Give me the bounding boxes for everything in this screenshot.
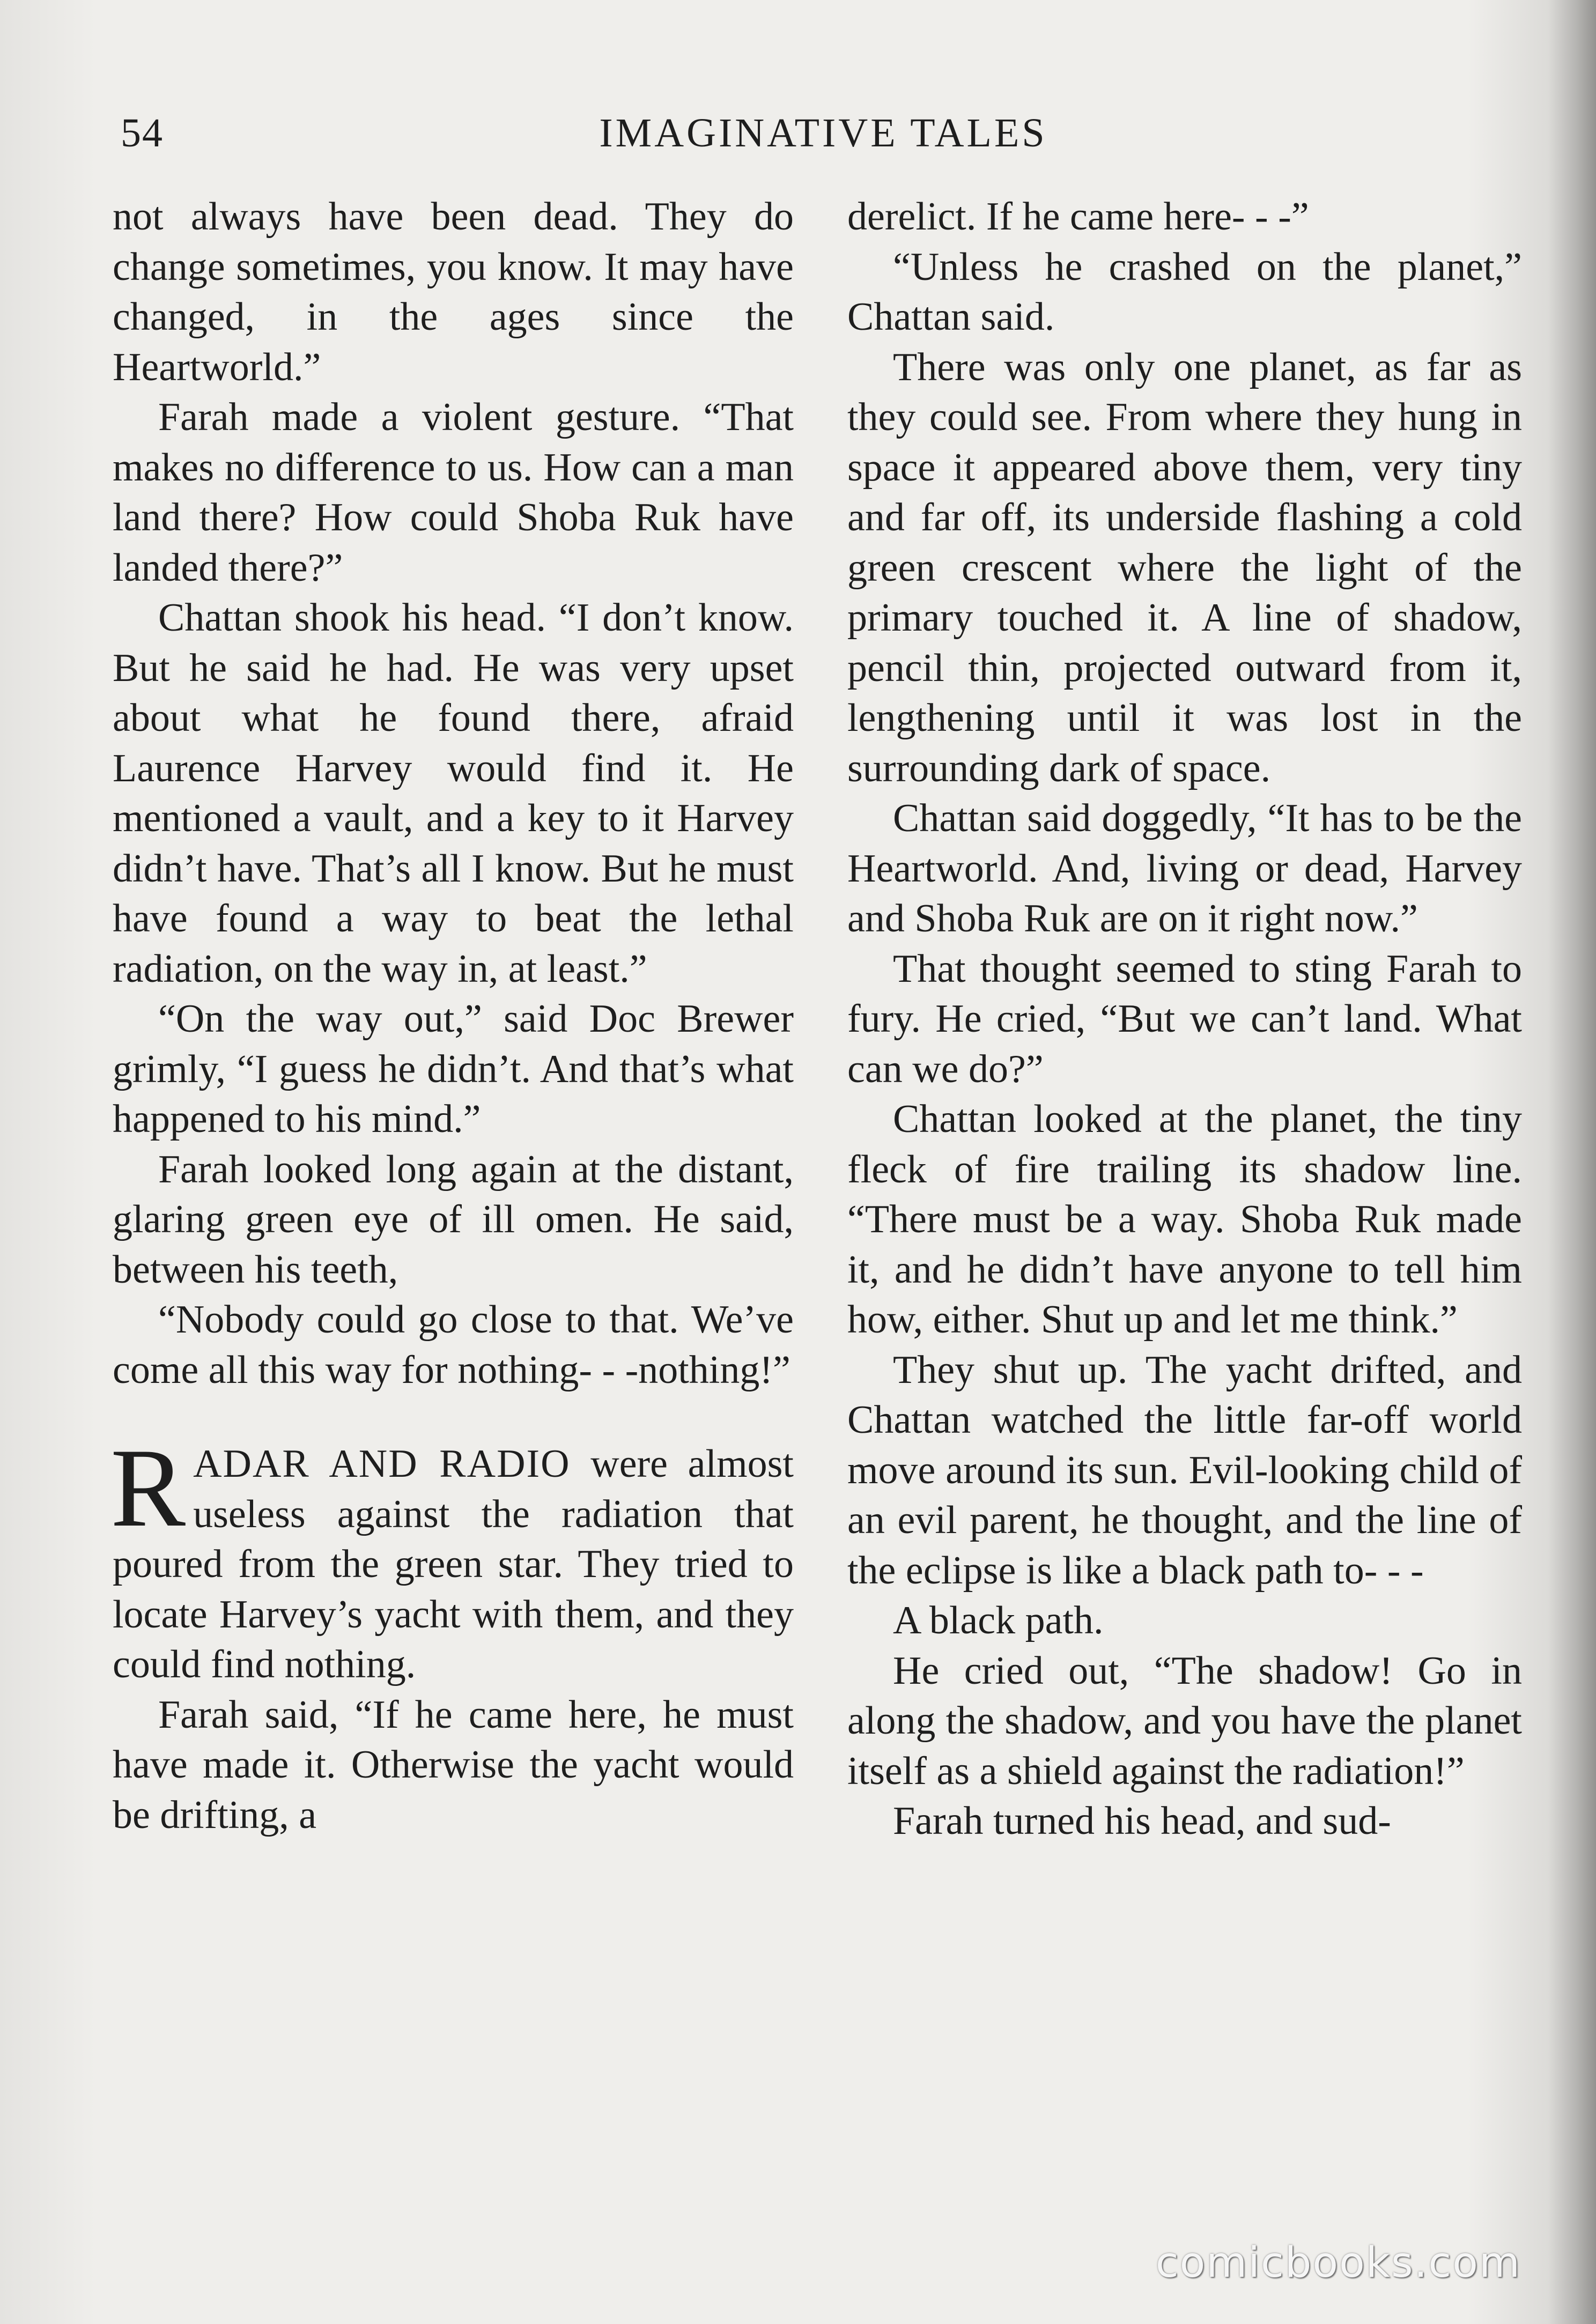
paragraph: Farah turned his head, and sud- — [893, 1799, 1391, 1843]
left-column — [110, 192, 794, 1840]
paragraph: Farah looked long again at the distant, glaring green eye of ill omen. He said, between his teeth, — [113, 1147, 794, 1292]
section-opening-text: were almost useless against the radiation that poured from the green star. They tried to locate Harvey’s yacht with them, and they could find nothing. — [113, 1442, 794, 1686]
paragraph: not always have been dead. They do change sometimes, you know. It may have changed, in the ages since the Heartworld.” — [113, 195, 794, 389]
paragraph: He cried out, “The shadow! Go in along the shadow, and you have the planet itself as a shield against the radiation!” — [847, 1648, 1522, 1793]
paragraph: There was only one planet, as far as they could see. From where they hung in space it appeared above them, very tiny and far off, its underside flashing a cold green crescent where the light of the primary touched it. A line of shadow, pencil thin, projected outward from it, lengthening until it was lost in the surrounding dark of space. — [847, 345, 1522, 790]
running-title: IMAGINATIVE TALES — [599, 110, 1047, 156]
paragraph: That thought seemed to sting Farah to fury. He cried, “But we can’t land. What can we do?” — [847, 946, 1522, 1091]
page-number: 54 — [121, 110, 164, 156]
section-opening-paragraph — [110, 1426, 794, 1690]
paragraph: Farah said, “If he came here, he must have made it. Otherwise the yacht would be drifting, a — [113, 1692, 794, 1837]
page-edge-shadow — [1548, 0, 1596, 2324]
paragraph: Chattan said doggedly, “It has to be the Heartworld. And, living or dead, Harvey and Shoba Ruk are on it right now.” — [847, 796, 1522, 941]
paragraph: A black path. — [893, 1598, 1104, 1642]
section-lead-in: ADAR AND RADIO — [193, 1442, 571, 1486]
paragraph: Chattan looked at the planet, the tiny fleck of fire trailing its shadow line. “There must be a way. Shoba Ruk made it, and he didn’t have anyone to tell him how, either. Shut up and let me think.” — [847, 1097, 1522, 1342]
right-column — [847, 192, 1522, 1847]
paragraph: derelict. If he came here- - -” — [847, 195, 1309, 239]
paragraph: They shut up. The yacht drifted, and Chattan watched the little far-off world move around its sun. Evil-looking child of an evil parent, he thought, and the line of the eclipse is like a black path to- - - — [847, 1348, 1522, 1593]
paragraph: Chattan shook his head. “I don’t know. But he said he had. He was very upset about what he found there, afraid Laurence Harvey would find it. He mentioned a vault, and a key to it Harvey didn’t have. That’s all I know. But he must have found a way to beat the lethal radiation, on the way in, at least.” — [113, 596, 794, 991]
paragraph: “Unless he crashed on the planet,” Chattan said. — [847, 245, 1522, 339]
watermark: comicbooks.com — [1155, 2239, 1521, 2287]
paragraph: “Nobody could go close to that. We’ve come all this way for nothing- - -nothing!” — [113, 1298, 794, 1392]
paragraph: “On the way out,” said Doc Brewer grimly, “I guess he didn’t. And that’s what happened to his mind.” — [113, 997, 794, 1141]
drop-cap: R — [110, 1426, 186, 1550]
page-header — [121, 110, 1526, 164]
section-break — [113, 1395, 794, 1439]
paragraph: Farah made a violent gesture. “That makes no difference to us. How can a man land there? How could Shoba Ruk have landed there?” — [113, 395, 794, 590]
